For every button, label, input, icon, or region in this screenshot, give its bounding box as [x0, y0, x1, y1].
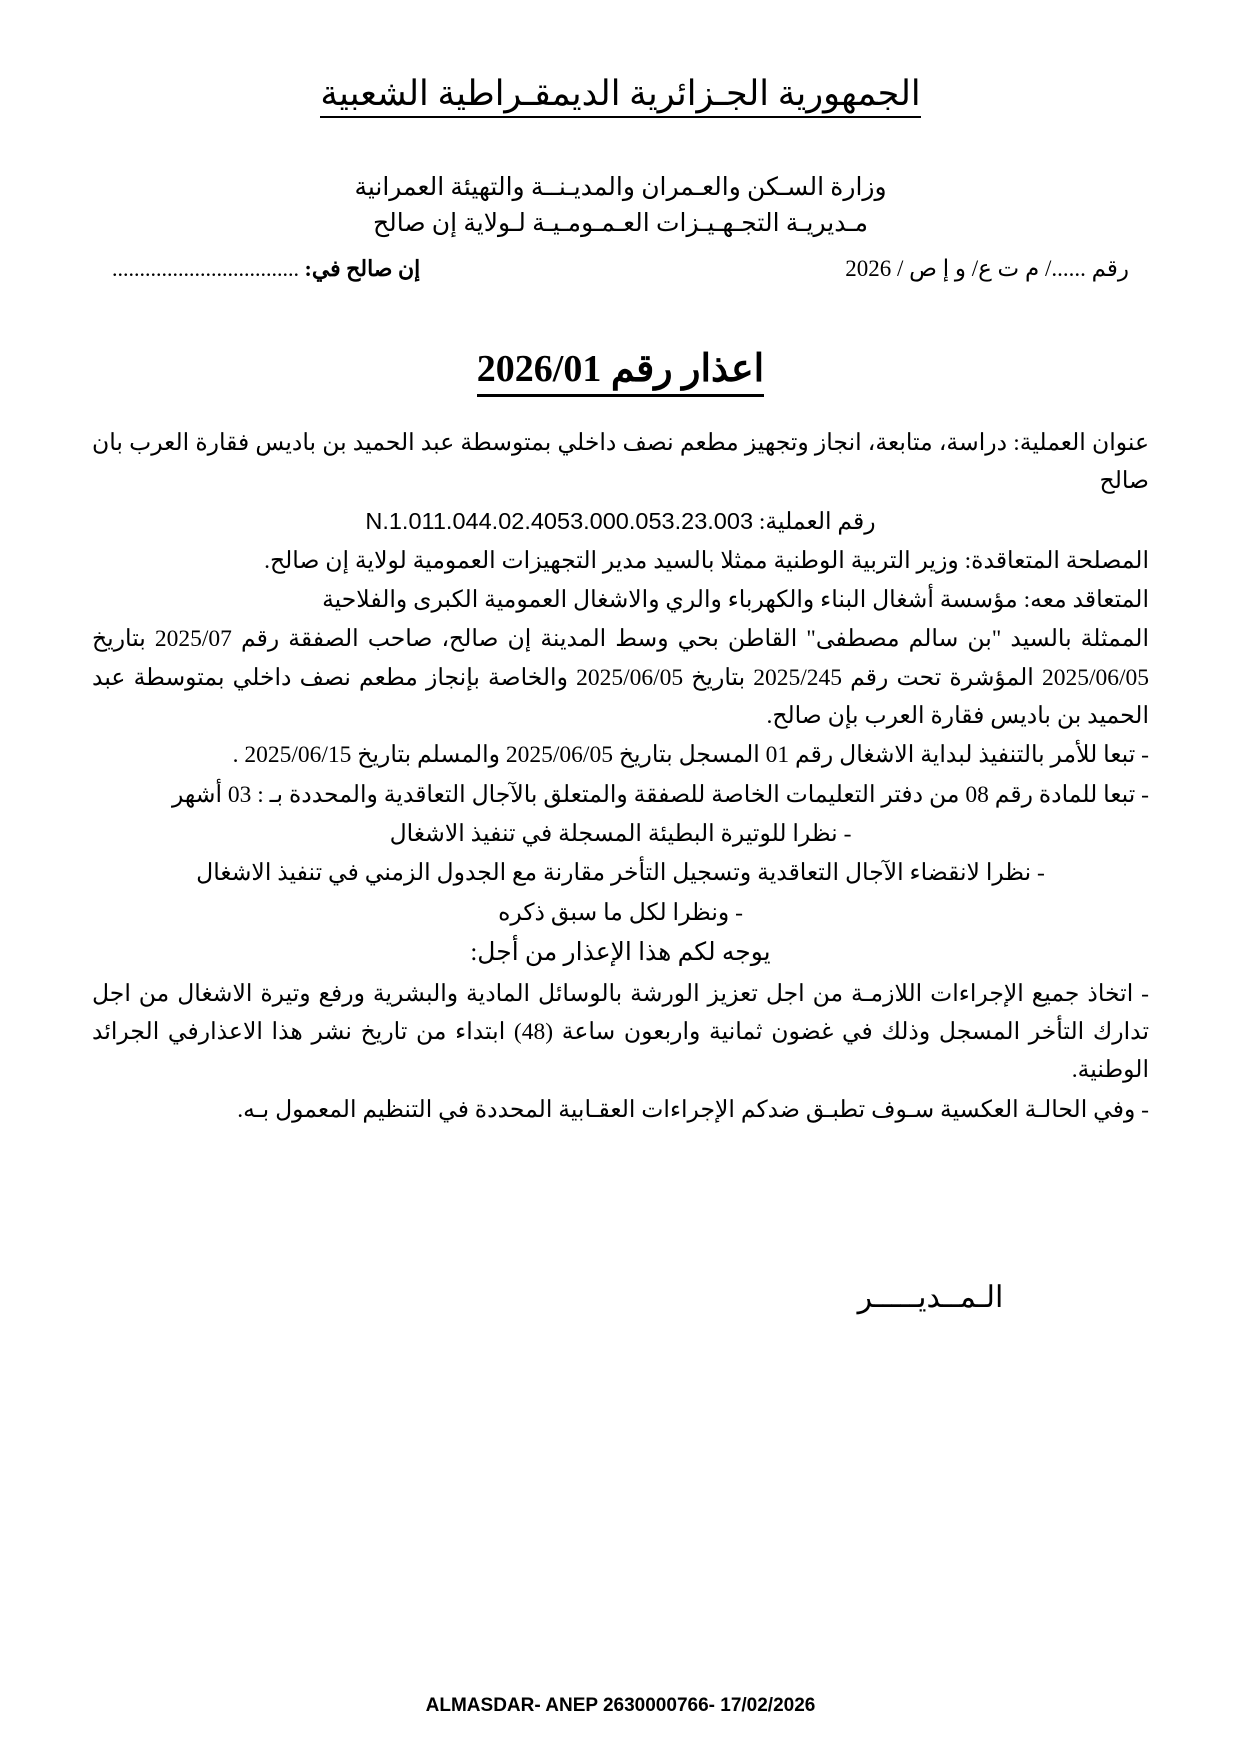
- operation-number-paragraph: [92, 502, 1149, 541]
- contracting-service-text: وزير التربية الوطنية ممثلا بالسيد مدير التجهيزات العمومية لولاية إن صالح.: [264, 547, 959, 574]
- contractor-paragraph: [92, 581, 1149, 619]
- place-date-dots: ..................................: [112, 256, 299, 281]
- reference-row: [112, 256, 1129, 290]
- notice-heading: [0, 346, 1241, 391]
- clause-item: - تبعا للمادة رقم 08 من دفتر التعليمات الخاصة للصفقة والمتعلق بالآجال التعاقدية والمحددة بـ : 03 أشهر: [171, 781, 1149, 808]
- ministry-block: [0, 170, 1241, 241]
- contractor-label: المتعاقد معه:: [1023, 587, 1149, 614]
- clause-item: - نظرا لانقضاء الآجال التعاقدية وتسجيل التأخر مقارنة مع الجدول الزمني في تنفيذ الاشغال: [196, 860, 1045, 887]
- operation-number-label: رقم العملية:: [758, 508, 876, 535]
- clause-item: - تبعا للأمر بالتنفيذ لبداية الاشغال رقم 01 المسجل بتاريخ 2025/06/05 والمسلم بتاريخ 2025/06/15 .: [232, 742, 1149, 769]
- clause-item: - ونظرا لكل ما سبق ذكره: [498, 899, 743, 926]
- document-body: [92, 424, 1149, 1130]
- ministry-line-2: مـديريـة التجـهـيـزات العـمـومـيـة لـولاية إن صالح: [372, 209, 869, 237]
- signature-label: الـمــديـــــر: [857, 1281, 1004, 1314]
- clause-item: - نظرا للوتيرة البطيئة المسجلة في تنفيذ الاشغال: [389, 820, 852, 847]
- contractor-detail-paragraph: الممثلة بالسيد "بن سالم مصطفى" القاطن بحي وسط المدينة إن صالح، صاحب الصفقة رقم 2025/07 بتاريخ 2025/06/05 المؤشرة تحت رقم 2025/245 بتاريخ 2025/06/05 والخاصة بإنجاز مطعم نصف داخلي بمتوسطة عبد الحميد بن باديس فقارة العرب بإن صالح.: [92, 626, 1149, 730]
- contractor-text: مؤسسة أشغال البناء والكهرباء والري والاشغال العمومية الكبرى والفلاحية: [322, 587, 1018, 614]
- contracting-service-label: المصلحة المتعاقدة:: [964, 547, 1149, 574]
- requirement-item: - وفي الحالـة العكسية سـوف تطبـق ضدكم الإجراءات العقـابية المحددة في التنظيم المعمول بـه.: [237, 1096, 1149, 1123]
- reference-number: رقم ....../ م ت ع/ و إ ص / 2026: [845, 256, 1129, 281]
- requirement-item: - اتخاذ جميع الإجراءات اللازمـة من اجل تعزيز الورشة بالوسائل المادية والبشرية ورفع وتيرة الاشغال من اجل تدارك التأخر المسجل وذلك في غضون ثمانية واربعون ساعة (48) ابتداء من تاريخ نشر هذا الاعذارفي الجرائد الوطنية.: [92, 980, 1149, 1084]
- page-title: [0, 72, 1241, 116]
- place-and-date: [112, 256, 420, 282]
- operation-title-paragraph: [92, 424, 1149, 501]
- republic-title-text: الجمهورية الجـزائرية الديمقـراطية الشعبية: [320, 74, 920, 118]
- operation-number-value: N.1.011.044.02.4053.000.053.23.003: [365, 507, 754, 534]
- operation-title-label: عنوان العملية:: [1013, 430, 1149, 456]
- place-date-label: إن صالح في:: [304, 256, 421, 281]
- contracting-service-paragraph: [92, 542, 1149, 580]
- operation-title-text: دراسة، متابعة، انجاز وتجهيز مطعم نصف داخلي بمتوسطة عبد الحميد بن باديس فقارة العرب بان صالح: [92, 430, 1149, 495]
- signature-block: [0, 1280, 1241, 1315]
- notice-heading-text: اعذار رقم 2026/01: [477, 348, 764, 397]
- ministry-line-1: وزارة السـكن والعـمران والمديـنــة والتهيئة العمرانية: [354, 174, 887, 201]
- footer-reference: ALMASDAR- ANEP 2630000766- 17/02/2026: [425, 1695, 816, 1716]
- purpose-heading: يوجه لكم هذا الإعذار من أجل:: [470, 938, 771, 966]
